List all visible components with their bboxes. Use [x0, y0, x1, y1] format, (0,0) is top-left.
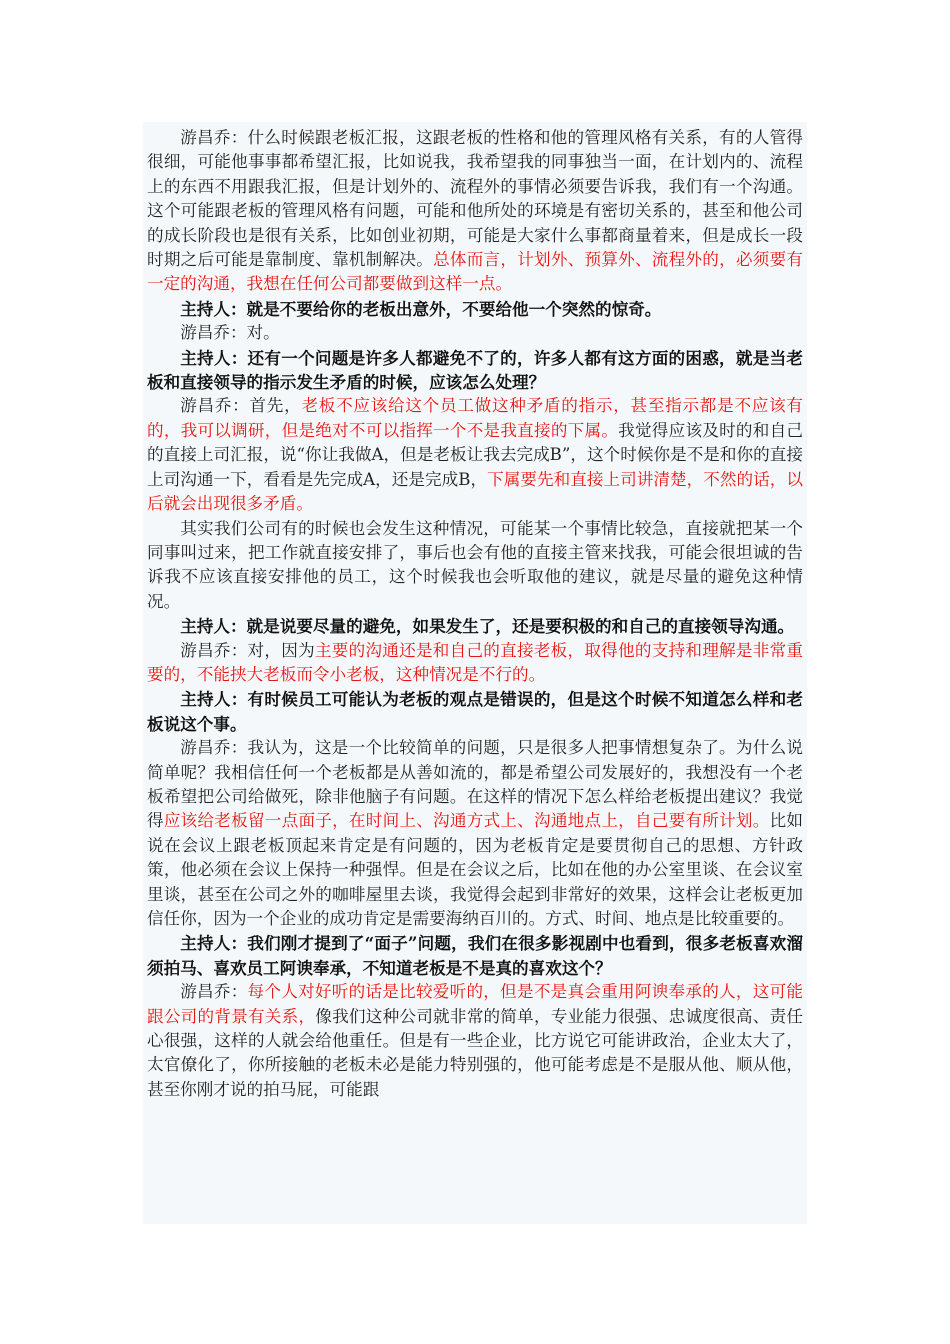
text-segment: 游昌乔：我认为，这是一个比较简单的问题，只是很多人把事情想复杂了。为什么说简单呢？我相信任何一个老板都是从善如流的，都是希望公司发展好的，我想没有一个老板希望把公司给做死，除非他脑子有问题。在这样的情况下怎么样给老板提出建议？我觉得 — [147, 738, 803, 831]
paragraph-host — [147, 931, 803, 980]
text-segment: 游昌乔：什么时候跟老板汇报，这跟老板的性格和他的管理风格有关系，有的人管得很细，可能他事事都希望汇报，比如说我，我希望我的同事独当一面，在计划内的、流程上的东西不用跟我汇报，但是计划外的、流程外的事情必须要告诉我，我们有一个沟通。这个可能跟老板的管理风格有问题，可能和他所处的环境是有密切关系的，甚至和他公司的成长阶段也是很有关系，比如创业初期，可能是大家什么事都商量着来，但是成长一段时期之后可能是靠制度、靠机制解决。 — [147, 128, 803, 270]
text-segment: 我觉得应该及时的和自己的直接上司汇报，说“你让我做A，但是老板让我去完成B”，这个时候你是不是和你的直接上司沟通一下，看看是先完成A，还是完成B， — [147, 420, 803, 489]
paragraph-guest — [147, 980, 803, 1102]
text-segment: 主持人：就是不要给你的老板出意外，不要给他一个突然的惊奇。 — [180, 298, 662, 319]
highlight-segment: 老板不应该给这个员工做这种矛盾的指示，甚至指示都是不应该有的，我可以调研，但是绝对不可以指挥一个不是我直接的下属。 — [147, 396, 804, 440]
text-segment: 比如说在会议上跟老板顶起来肯定是有问题的，因为老板肯定是要贯彻自己的思想、方针政策，他必须在会议上保持一种强悍。但是在会议之后，比如在他的办公室里谈、在会议室里谈，甚至在公司之外的咖啡屋里去谈，我觉得会起到非常好的效果，这样会让老板更加信任你，因为一个企业的成功肯定是需要海纳百川的。方式、时间、地点是比较重要的。 — [147, 811, 804, 928]
paragraph-guest — [147, 394, 803, 516]
paragraph-guest — [147, 321, 803, 345]
text-segment: 其实我们公司有的时候也会发生这种情况，可能某一个事情比较急，直接就把某一个同事叫过来，把工作就直接安排了，事后也会有他的直接主管来找我，可能会很坦诚的告诉我不应该直接安排他的员工，这个时候我也会听取他的建议，就是尽量的避免这种情况。 — [147, 518, 803, 611]
paragraph-guest — [147, 736, 803, 931]
paragraph-host — [147, 346, 803, 395]
highlight-segment: 主要的沟通还是和自己的直接老板，取得他的支持和理解是非常重要的，不能挟大老板而令小老板，这种情况是不行的。 — [147, 640, 804, 684]
highlight-segment: 下属要先和直接上司讲清楚，不然的话，以后就会出现很多矛盾。 — [147, 469, 803, 514]
highlight-segment: 每个人对好听的话是比较爱听的，但是不是真会重用阿谀奉承的人，这可能跟公司的背景有关系， — [147, 982, 803, 1026]
paragraph-guest — [147, 517, 803, 615]
text-segment: 游昌乔： — [180, 982, 248, 1002]
document-text-block — [143, 122, 807, 1224]
paragraph-host — [147, 297, 803, 321]
text-segment: 主持人：就是说要尽量的避免，如果发生了，还是要积极的和自己的直接领导沟通。 — [180, 616, 795, 637]
text-segment: 游昌乔：首先， — [180, 396, 302, 416]
text-segment: 主持人：还有一个问题是许多人都避免不了的，许多人都有这方面的困惑，就是当老板和直接领导的指示发生矛盾的时候，应该怎么处理？ — [147, 347, 803, 393]
text-segment: 游昌乔：对，因为 — [180, 640, 315, 660]
paragraph-guest — [147, 639, 803, 688]
paragraph-guest — [147, 126, 803, 297]
paragraph-host — [147, 687, 803, 736]
highlight-segment: 应该给老板留一点面子，在时间上、沟通方式上、沟通地点上，自己要有所计划。 — [163, 811, 770, 831]
text-segment: 像我们这种公司就非常的简单，专业能力很强、忠诚度很高、责任心很强，这样的人就会给他重任。但是有一些企业，比方说它可能讲政治，企业太大了，太官僚化了，你所接触的老板未必是能力特别强的，他可能考虑是不是服从他、顺从他，甚至你刚才说的拍马屁，可能跟 — [147, 1006, 803, 1099]
text-segment: 游昌乔：对。 — [180, 323, 280, 343]
text-segment: 主持人：我们刚才提到了“面子”问题，我们在很多影视剧中也看到，很多老板喜欢溜须拍马、喜欢员工阿谀奉承，不知道老板是不是真的喜欢这个？ — [147, 933, 803, 978]
paragraph-host — [147, 614, 803, 638]
highlight-segment: 总体而言，计划外、预算外、流程外的，必须要有一定的沟通，我想在任何公司都要做到这样一点。 — [147, 250, 804, 294]
text-segment: 主持人：有时候员工可能认为老板的观点是错误的，但是这个时候不知道怎么样和老板说这个事。 — [147, 689, 803, 734]
